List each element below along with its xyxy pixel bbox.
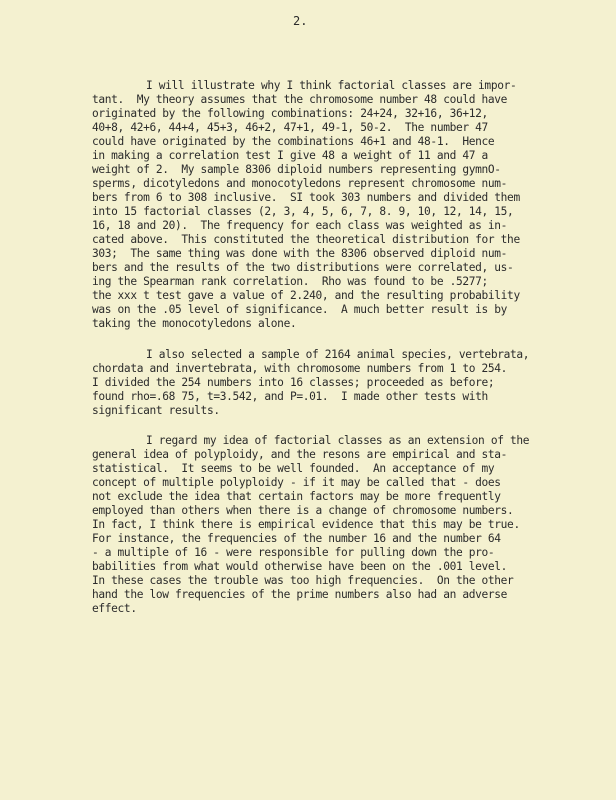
paragraph-1-line: the xxx t test gave a value of 2.240, and the resulting probability bbox=[92, 289, 520, 302]
paragraph-1-line: 303; The same thing was done with the 8306 observed diploid num- bbox=[92, 247, 508, 260]
paragraph-3-line: I regard my idea of factorial classes as an extension of the bbox=[146, 434, 530, 447]
paragraph-1-line: ing the Spearman rank correlation. Rho was found to be .5277; bbox=[92, 275, 488, 288]
paragraph-1-line: sperms, dicotyledons and monocotyledons represent chromosome num- bbox=[92, 177, 508, 190]
paragraph-2-line: I also selected a sample of 2164 animal species, vertebrata, bbox=[146, 348, 530, 361]
paragraph-2-line: found rho=.68 75, t=3.542, and P=.01. I made other tests with bbox=[92, 390, 488, 403]
paragraph-3-line: employed than others when there is a change of chromosome numbers. bbox=[92, 504, 514, 517]
paragraph-2-line: chordata and invertebrata, with chromosome numbers from 1 to 254. bbox=[92, 362, 508, 375]
paragraph-1-line: in making a correlation test I give 48 a weight of 11 and 47 a bbox=[92, 149, 488, 162]
paragraph-1-line: 16, 18 and 20). The frequency for each class was weighted as in- bbox=[92, 219, 508, 232]
paragraph-3-line: In fact, I think there is empirical evidence that this may be true. bbox=[92, 518, 520, 531]
paragraph-1-line: weight of 2. My sample 8306 diploid numbers representing gymnO- bbox=[92, 163, 501, 176]
paragraph-1-line: into 15 factorial classes (2, 3, 4, 5, 6, 7, 8. 9, 10, 12, 14, 15, bbox=[92, 205, 514, 218]
paragraph-2-line: I divided the 254 numbers into 16 classes; proceeded as before; bbox=[92, 376, 495, 389]
paragraph-1-line: 40+8, 42+6, 44+4, 45+3, 46+2, 47+1, 49-1, 50-2. The number 47 bbox=[92, 121, 488, 134]
paragraph-3-line: general idea of polyploidy, and the resons are empirical and sta- bbox=[92, 448, 508, 461]
paragraph-3-line: In these cases the trouble was too high frequencies. On the other bbox=[92, 574, 514, 587]
paragraph-1-line: cated above. This constituted the theoretical distribution for the bbox=[92, 233, 520, 246]
paragraph-1-line: I will illustrate why I think factorial classes are impor- bbox=[146, 79, 517, 92]
paragraph-1-line: was on the .05 level of significance. A much better result is by bbox=[92, 303, 508, 316]
page-number: 2. bbox=[293, 14, 308, 28]
paragraph-1-line: bers and the results of the two distributions were correlated, us- bbox=[92, 261, 514, 274]
paragraph-1-line: could have originated by the combinations 46+1 and 48-1. Hence bbox=[92, 135, 495, 148]
paragraph-1-line: tant. My theory assumes that the chromosome number 48 could have bbox=[92, 93, 508, 106]
paragraph-3-line: not exclude the idea that certain factors may be more frequently bbox=[92, 490, 501, 503]
paragraph-2-line: significant results. bbox=[92, 404, 220, 417]
paragraph-1-line: originated by the following combinations: 24+24, 32+16, 36+12, bbox=[92, 107, 488, 120]
paragraph-3-line: - a multiple of 16 - were responsible for pulling down the pro- bbox=[92, 546, 495, 559]
paragraph-3-line: hand the low frequencies of the prime numbers also had an adverse bbox=[92, 588, 508, 601]
paragraph-3-line: statistical. It seems to be well founded. An acceptance of my bbox=[92, 462, 495, 475]
paragraph-3-line: effect. bbox=[92, 602, 137, 615]
paragraph-1-line: bers from 6 to 308 inclusive. SI took 303 numbers and divided them bbox=[92, 191, 520, 204]
paragraph-3-line: concept of multiple polyploidy - if it may be called that - does bbox=[92, 476, 501, 489]
paragraph-1-line: taking the monocotyledons alone. bbox=[92, 317, 297, 330]
paragraph-3-line: babilities from what would otherwise have been on the .001 level. bbox=[92, 560, 508, 573]
paragraph-3-line: For instance, the frequencies of the number 16 and the number 64 bbox=[92, 532, 501, 545]
